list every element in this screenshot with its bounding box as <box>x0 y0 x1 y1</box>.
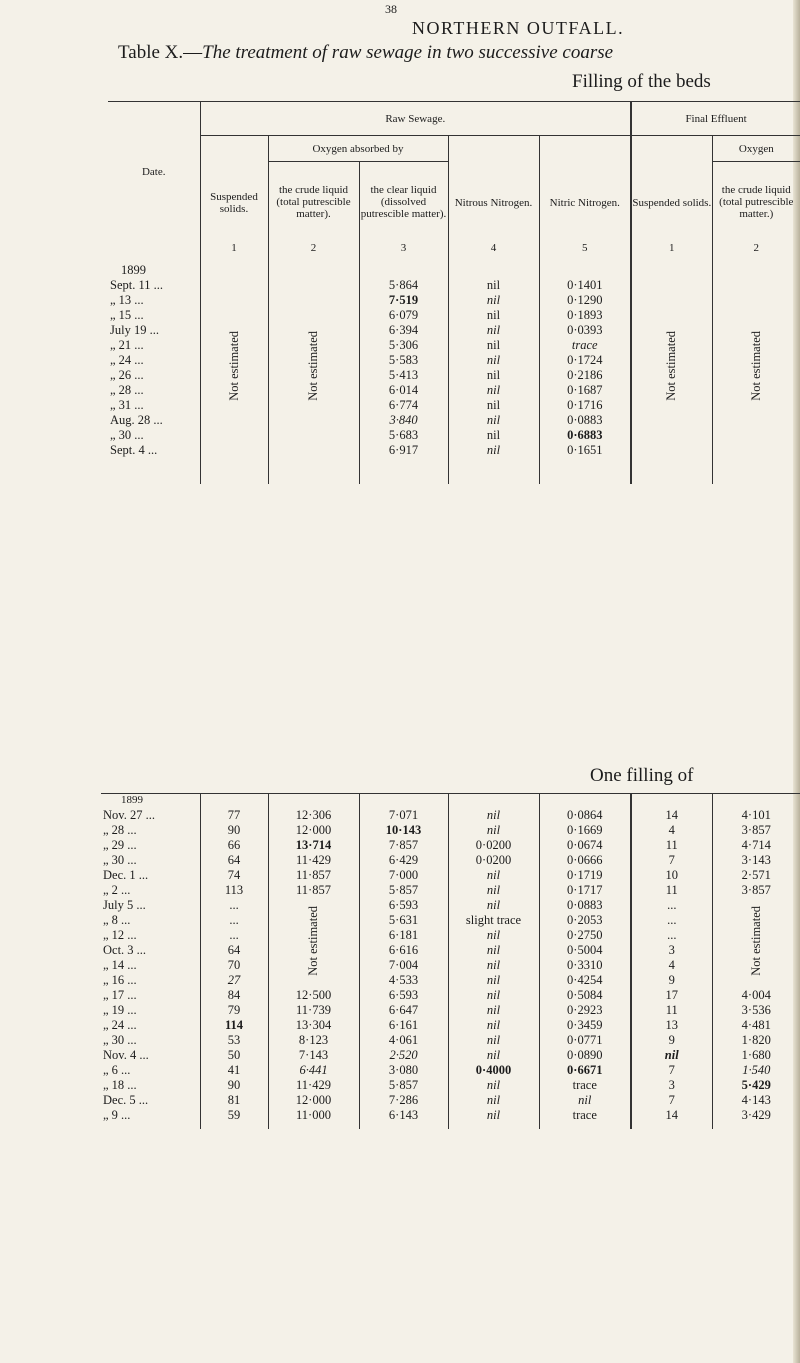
table-row <box>101 1033 800 1048</box>
nitric-cell: 0·0890 <box>539 1048 631 1063</box>
eff-suspended-solids-cell: 4 <box>631 823 712 838</box>
oxygen-absorbed-header: Oxygen absorbed by <box>268 136 448 162</box>
nitric-cell: 0·1724 <box>539 353 631 368</box>
date-cell: Nov. 4 ... <box>103 1047 149 1062</box>
nitric-cell: 0·6883 <box>539 428 631 443</box>
date-cell: „ 14 ... <box>103 957 137 972</box>
nitrous-cell: slight trace <box>448 913 539 928</box>
eff-suspended-solids-cell: 9 <box>631 1033 712 1048</box>
suspended-solids-cell: 70 <box>200 958 268 973</box>
crude-liquid-cell: 12·000 <box>268 823 359 838</box>
nitric-cell: 0·0864 <box>539 808 631 823</box>
nitric-cell: 0·0883 <box>539 898 631 913</box>
table-row <box>108 278 800 293</box>
nitric-cell: 0·5084 <box>539 988 631 1003</box>
clear-liquid-cell: 3·840 <box>359 413 448 428</box>
nitric-cell: 0·2053 <box>539 913 631 928</box>
eff-crude-liquid-cell: 5·429 <box>712 1078 800 1093</box>
date-cell: „ 30 ... <box>110 427 144 442</box>
date-cell: „ 17 ... <box>103 987 137 1002</box>
not-estimated-label: Not estimated <box>306 905 320 976</box>
date-cell: „ 2 ... <box>103 882 131 897</box>
nitric-cell: trace <box>539 1078 631 1093</box>
nitrous-cell: nil <box>448 973 539 988</box>
nitrous-cell: nil <box>448 988 539 1003</box>
suspended-solids-cell: 66 <box>200 838 268 853</box>
date-cell: „ 21 ... <box>110 337 144 352</box>
suspended-solids-cell: 113 <box>200 883 268 898</box>
clear-liquid-header: the clear liquid (dissolved putrescible matter). <box>359 162 448 242</box>
crude-liquid-cell: 8·123 <box>268 1033 359 1048</box>
eff-suspended-solids-cell: 14 <box>631 1108 712 1123</box>
nitrous-cell: nil <box>448 338 539 353</box>
suspended-solids-cell: 59 <box>200 1108 268 1123</box>
suspended-solids-cell: 84 <box>200 988 268 1003</box>
date-cell: „ 16 ... <box>103 972 137 987</box>
crude-liquid-cell: 11·000 <box>268 1108 359 1123</box>
eff-crude-liquid-cell: 4·714 <box>712 838 800 853</box>
clear-liquid-cell: 6·394 <box>359 323 448 338</box>
suspended-solids-cell: 50 <box>200 1048 268 1063</box>
clear-liquid-cell: 7·286 <box>359 1093 448 1108</box>
eff-crude-liquid-cell: 4·004 <box>712 988 800 1003</box>
nitrous-cell: nil <box>448 413 539 428</box>
crude-liquid-cell: 11·857 <box>268 883 359 898</box>
not-estimated-label: Not estimated <box>226 330 241 401</box>
nitrous-cell: nil <box>448 1003 539 1018</box>
clear-liquid-cell: 3·080 <box>359 1063 448 1078</box>
clear-liquid-cell: 6·593 <box>359 988 448 1003</box>
nitric-header: Nitric Nitrogen. <box>539 136 631 242</box>
date-cell: „ 31 ... <box>110 397 144 412</box>
table-row <box>101 988 800 1003</box>
table-row <box>101 1063 800 1078</box>
not-estimated-label: Not estimated <box>748 330 763 401</box>
table-row <box>101 1048 800 1063</box>
nitrous-cell: 0·0200 <box>448 838 539 853</box>
nitrous-cell: nil <box>448 428 539 443</box>
eff-suspended-solids-cell: ... <box>631 913 712 928</box>
table-row <box>101 943 800 958</box>
not-estimated-cell <box>712 898 800 988</box>
eff-suspended-solids-cell: 7 <box>631 1093 712 1108</box>
date-cell: Oct. 3 ... <box>103 942 147 957</box>
suspended-solids-cell: 90 <box>200 1078 268 1093</box>
col-num: 2 <box>268 242 359 260</box>
eff-suspended-solids-cell: 7 <box>631 853 712 868</box>
date-cell: „ 18 ... <box>103 1077 137 1092</box>
nitric-cell: 0·4254 <box>539 973 631 988</box>
crude-liquid-header: the crude liquid (total putrescible matter). <box>268 162 359 242</box>
date-cell: „ 24 ... <box>103 1017 137 1032</box>
eff-suspended-solids-cell: ... <box>631 898 712 913</box>
crude-liquid-cell: 11·429 <box>268 1078 359 1093</box>
nitric-cell: 0·1893 <box>539 308 631 323</box>
nitrous-cell: nil <box>448 808 539 823</box>
eff-suspended-solids-cell: 11 <box>631 838 712 853</box>
suspended-solids-cell: 27 <box>200 973 268 988</box>
nitrous-cell: nil <box>448 958 539 973</box>
table-row <box>101 913 800 928</box>
suspended-solids-cell: 81 <box>200 1093 268 1108</box>
suspended-solids-cell: 41 <box>200 1063 268 1078</box>
nitric-cell: 0·1719 <box>539 868 631 883</box>
table-row <box>101 853 800 868</box>
nitric-cell: 0·1687 <box>539 383 631 398</box>
suspended-solids-cell: 114 <box>200 1018 268 1033</box>
table-row <box>101 898 800 913</box>
spacer-row <box>101 1123 800 1129</box>
date-cell: Aug. 28 ... <box>110 412 163 427</box>
crude-liquid-cell: 12·500 <box>268 988 359 1003</box>
nitric-cell: 0·0674 <box>539 838 631 853</box>
nitric-cell: 0·2750 <box>539 928 631 943</box>
nitrous-cell: nil <box>448 443 539 458</box>
date-cell: Sept. 4 ... <box>110 442 158 457</box>
nitric-cell: trace <box>539 1108 631 1123</box>
not-estimated-label: Not estimated <box>748 905 763 976</box>
suspended-solids-cell: ... <box>200 913 268 928</box>
suspended-solids-cell: 90 <box>200 823 268 838</box>
clear-liquid-cell: 2·520 <box>359 1048 448 1063</box>
nitric-cell: 0·1716 <box>539 398 631 413</box>
caption-line-2: Filling of the beds <box>572 71 711 92</box>
date-cell: Dec. 1 ... <box>103 867 149 882</box>
crude-liquid-cell: 6·441 <box>268 1063 359 1078</box>
date-cell: „ 29 ... <box>103 837 137 852</box>
clear-liquid-cell: 6·616 <box>359 943 448 958</box>
nitric-cell: 0·0666 <box>539 853 631 868</box>
date-header: Date. <box>108 102 200 242</box>
date-cell: „ 9 ... <box>103 1107 131 1122</box>
clear-liquid-cell: 5·683 <box>359 428 448 443</box>
clear-liquid-cell: 7·519 <box>359 293 448 308</box>
page-number: 38 <box>385 2 397 16</box>
table-row <box>101 973 800 988</box>
nitrous-cell: nil <box>448 278 539 293</box>
eff-suspended-solids-header: Suspended solids. <box>631 136 712 242</box>
table-row <box>101 823 800 838</box>
nitrous-cell: nil <box>448 868 539 883</box>
suspended-solids-header: Suspended solids. <box>200 136 268 242</box>
table-row <box>101 1003 800 1018</box>
eff-crude-liquid-cell: 3·857 <box>712 823 800 838</box>
clear-liquid-cell: 5·583 <box>359 353 448 368</box>
eff-suspended-solids-cell: 9 <box>631 973 712 988</box>
nitrous-cell: nil <box>448 308 539 323</box>
nitrous-cell: nil <box>448 898 539 913</box>
nitrous-cell: nil <box>448 1033 539 1048</box>
nitrous-cell: nil <box>448 1108 539 1123</box>
eff-crude-liquid-cell: 3·429 <box>712 1108 800 1123</box>
date-cell: „ 15 ... <box>110 307 144 322</box>
date-cell: „ 26 ... <box>110 367 144 382</box>
crude-liquid-cell: 13·714 <box>268 838 359 853</box>
nitrous-cell: nil <box>448 353 539 368</box>
nitrous-cell: nil <box>448 943 539 958</box>
clear-liquid-cell: 6·429 <box>359 853 448 868</box>
clear-liquid-cell: 5·631 <box>359 913 448 928</box>
nitrous-cell: nil <box>448 1048 539 1063</box>
nitrous-cell: nil <box>448 883 539 898</box>
eff-suspended-solids-cell: 4 <box>631 958 712 973</box>
eff-suspended-solids-cell: 17 <box>631 988 712 1003</box>
year-row <box>108 260 800 278</box>
caption-text: The treatment of raw sewage in two successive coarse <box>202 42 614 63</box>
crude-liquid-cell: 7·143 <box>268 1048 359 1063</box>
date-cell: „ 19 ... <box>103 1002 137 1017</box>
table-row <box>101 838 800 853</box>
eff-crude-liquid-header: the crude liquid (total putrescible matter.) <box>712 162 800 242</box>
date-cell: „ 6 ... <box>103 1062 131 1077</box>
clear-liquid-cell: 5·857 <box>359 883 448 898</box>
suspended-solids-cell: ... <box>200 928 268 943</box>
col-num: 2 <box>712 242 800 260</box>
eff-crude-liquid-cell: 4·481 <box>712 1018 800 1033</box>
suspended-solids-cell: 64 <box>200 943 268 958</box>
nitrous-cell: 0·0200 <box>448 853 539 868</box>
crude-liquid-cell: 12·000 <box>268 1093 359 1108</box>
nitrous-cell: nil <box>448 823 539 838</box>
clear-liquid-cell: 7·071 <box>359 808 448 823</box>
nitrous-cell: nil <box>448 368 539 383</box>
not-estimated-cell <box>631 278 712 458</box>
nitrous-header: Nitrous Nitrogen. <box>448 136 539 242</box>
clear-liquid-cell: 5·857 <box>359 1078 448 1093</box>
eff-suspended-solids-cell: 13 <box>631 1018 712 1033</box>
table-row <box>101 1108 800 1123</box>
not-estimated-label: Not estimated <box>664 330 679 401</box>
crude-liquid-cell: 11·857 <box>268 868 359 883</box>
clear-liquid-cell: 6·917 <box>359 443 448 458</box>
suspended-solids-cell: 79 <box>200 1003 268 1018</box>
table-row <box>101 1093 800 1108</box>
clear-liquid-cell: 6·181 <box>359 928 448 943</box>
not-estimated-label: Not estimated <box>306 330 320 401</box>
crude-liquid-cell: 12·306 <box>268 808 359 823</box>
nitrous-cell: nil <box>448 383 539 398</box>
raw-sewage-header: Raw Sewage. <box>200 102 631 136</box>
nitrous-cell: nil <box>448 323 539 338</box>
year-label: 1899 <box>121 262 146 277</box>
clear-liquid-cell: 5·413 <box>359 368 448 383</box>
clear-liquid-cell: 6·774 <box>359 398 448 413</box>
spacer-row <box>108 458 800 484</box>
date-cell: „ 12 ... <box>103 927 137 942</box>
table-row <box>101 958 800 973</box>
col-num: 5 <box>539 242 631 260</box>
col-num: 1 <box>200 242 268 260</box>
table-one-filling <box>101 793 800 1129</box>
clear-liquid-cell: 4·061 <box>359 1033 448 1048</box>
crude-liquid-cell: 11·429 <box>268 853 359 868</box>
suspended-solids-cell: 64 <box>200 853 268 868</box>
date-cell: „ 13 ... <box>110 292 144 307</box>
suspended-solids-cell: 77 <box>200 808 268 823</box>
nitric-cell: 0·0393 <box>539 323 631 338</box>
nitrous-cell: nil <box>448 1018 539 1033</box>
eff-crude-liquid-cell: 2·571 <box>712 868 800 883</box>
date-cell: July 5 ... <box>103 897 146 912</box>
nitric-cell: 0·1290 <box>539 293 631 308</box>
eff-crude-liquid-cell: 3·536 <box>712 1003 800 1018</box>
not-estimated-cell <box>268 898 359 988</box>
eff-suspended-solids-cell: 3 <box>631 1078 712 1093</box>
date-cell: „ 28 ... <box>110 382 144 397</box>
eff-crude-liquid-cell: 3·857 <box>712 883 800 898</box>
nitric-cell: 0·1717 <box>539 883 631 898</box>
nitric-cell: 0·0883 <box>539 413 631 428</box>
col-num: 3 <box>359 242 448 260</box>
nitrous-cell: nil <box>448 1078 539 1093</box>
nitric-cell: 0·3459 <box>539 1018 631 1033</box>
table-row <box>101 883 800 898</box>
nitric-cell: 0·1669 <box>539 823 631 838</box>
nitric-cell: 0·6671 <box>539 1063 631 1078</box>
date-cell: Dec. 5 ... <box>103 1092 149 1107</box>
eff-crude-liquid-cell: 1·680 <box>712 1048 800 1063</box>
date-cell: „ 30 ... <box>103 852 137 867</box>
date-cell: Sept. 11 ... <box>110 277 164 292</box>
eff-suspended-solids-cell: 11 <box>631 883 712 898</box>
nitrous-cell: nil <box>448 398 539 413</box>
clear-liquid-cell: 6·143 <box>359 1108 448 1123</box>
not-estimated-cell <box>268 278 359 458</box>
nitrous-cell: nil <box>448 928 539 943</box>
nitric-cell: 0·1401 <box>539 278 631 293</box>
eff-suspended-solids-cell: 3 <box>631 943 712 958</box>
eff-suspended-solids-cell: 7 <box>631 1063 712 1078</box>
col-num: 1 <box>631 242 712 260</box>
clear-liquid-cell: 7·004 <box>359 958 448 973</box>
section-title: NORTHERN OUTFALL. <box>412 18 625 38</box>
table-caption: Table X.—The treatment of raw sewage in two successive coarse <box>118 42 614 63</box>
table-row <box>101 1078 800 1093</box>
not-estimated-cell <box>200 278 268 458</box>
suspended-solids-cell: ... <box>200 898 268 913</box>
nitric-cell: 0·0771 <box>539 1033 631 1048</box>
one-filling-label: One filling of <box>590 765 694 786</box>
nitric-cell: trace <box>539 338 631 353</box>
date-cell: „ 28 ... <box>103 822 137 837</box>
table-header-section <box>108 101 800 484</box>
nitric-cell: 0·3310 <box>539 958 631 973</box>
col-num: 4 <box>448 242 539 260</box>
nitric-cell: 0·2923 <box>539 1003 631 1018</box>
year-row <box>101 794 800 808</box>
date-cell: Nov. 27 ... <box>103 807 155 822</box>
clear-liquid-cell: 6·014 <box>359 383 448 398</box>
clear-liquid-cell: 6·647 <box>359 1003 448 1018</box>
date-cell: July 19 ... <box>110 322 159 337</box>
clear-liquid-cell: 7·857 <box>359 838 448 853</box>
clear-liquid-cell: 6·079 <box>359 308 448 323</box>
eff-crude-liquid-cell: 3·143 <box>712 853 800 868</box>
clear-liquid-cell: 4·533 <box>359 973 448 988</box>
eff-suspended-solids-cell: ... <box>631 928 712 943</box>
clear-liquid-cell: 5·306 <box>359 338 448 353</box>
eff-crude-liquid-cell: 4·101 <box>712 808 800 823</box>
crude-liquid-cell: 13·304 <box>268 1018 359 1033</box>
nitric-cell: nil <box>539 1093 631 1108</box>
eff-suspended-solids-cell: nil <box>631 1048 712 1063</box>
clear-liquid-cell: 10·143 <box>359 823 448 838</box>
clear-liquid-cell: 5·864 <box>359 278 448 293</box>
nitrous-cell: nil <box>448 293 539 308</box>
year-label: 1899 <box>101 794 200 808</box>
eff-crude-liquid-cell: 4·143 <box>712 1093 800 1108</box>
table-row <box>101 928 800 943</box>
eff-suspended-solids-cell: 10 <box>631 868 712 883</box>
clear-liquid-cell: 7·000 <box>359 868 448 883</box>
date-cell: „ 30 ... <box>103 1032 137 1047</box>
caption-label: Table X. <box>118 42 184 63</box>
eff-suspended-solids-cell: 11 <box>631 1003 712 1018</box>
nitrous-cell: nil <box>448 1093 539 1108</box>
eff-suspended-solids-cell: 14 <box>631 808 712 823</box>
date-cell: „ 8 ... <box>103 912 131 927</box>
nitric-cell: 0·5004 <box>539 943 631 958</box>
table-row <box>101 1018 800 1033</box>
date-cell: „ 24 ... <box>110 352 144 367</box>
crude-liquid-cell: 11·739 <box>268 1003 359 1018</box>
nitrous-cell: 0·4000 <box>448 1063 539 1078</box>
nitric-cell: 0·2186 <box>539 368 631 383</box>
oxygen-header: Oxygen <box>712 136 800 162</box>
final-effluent-header: Final Effluent <box>631 102 800 136</box>
clear-liquid-cell: 6·161 <box>359 1018 448 1033</box>
suspended-solids-cell: 74 <box>200 868 268 883</box>
table-row <box>101 868 800 883</box>
eff-crude-liquid-cell: 1·540 <box>712 1063 800 1078</box>
clear-liquid-cell: 6·593 <box>359 898 448 913</box>
nitric-cell: 0·1651 <box>539 443 631 458</box>
table-row <box>101 808 800 823</box>
eff-crude-liquid-cell: 1·820 <box>712 1033 800 1048</box>
suspended-solids-cell: 53 <box>200 1033 268 1048</box>
not-estimated-cell <box>712 278 800 458</box>
